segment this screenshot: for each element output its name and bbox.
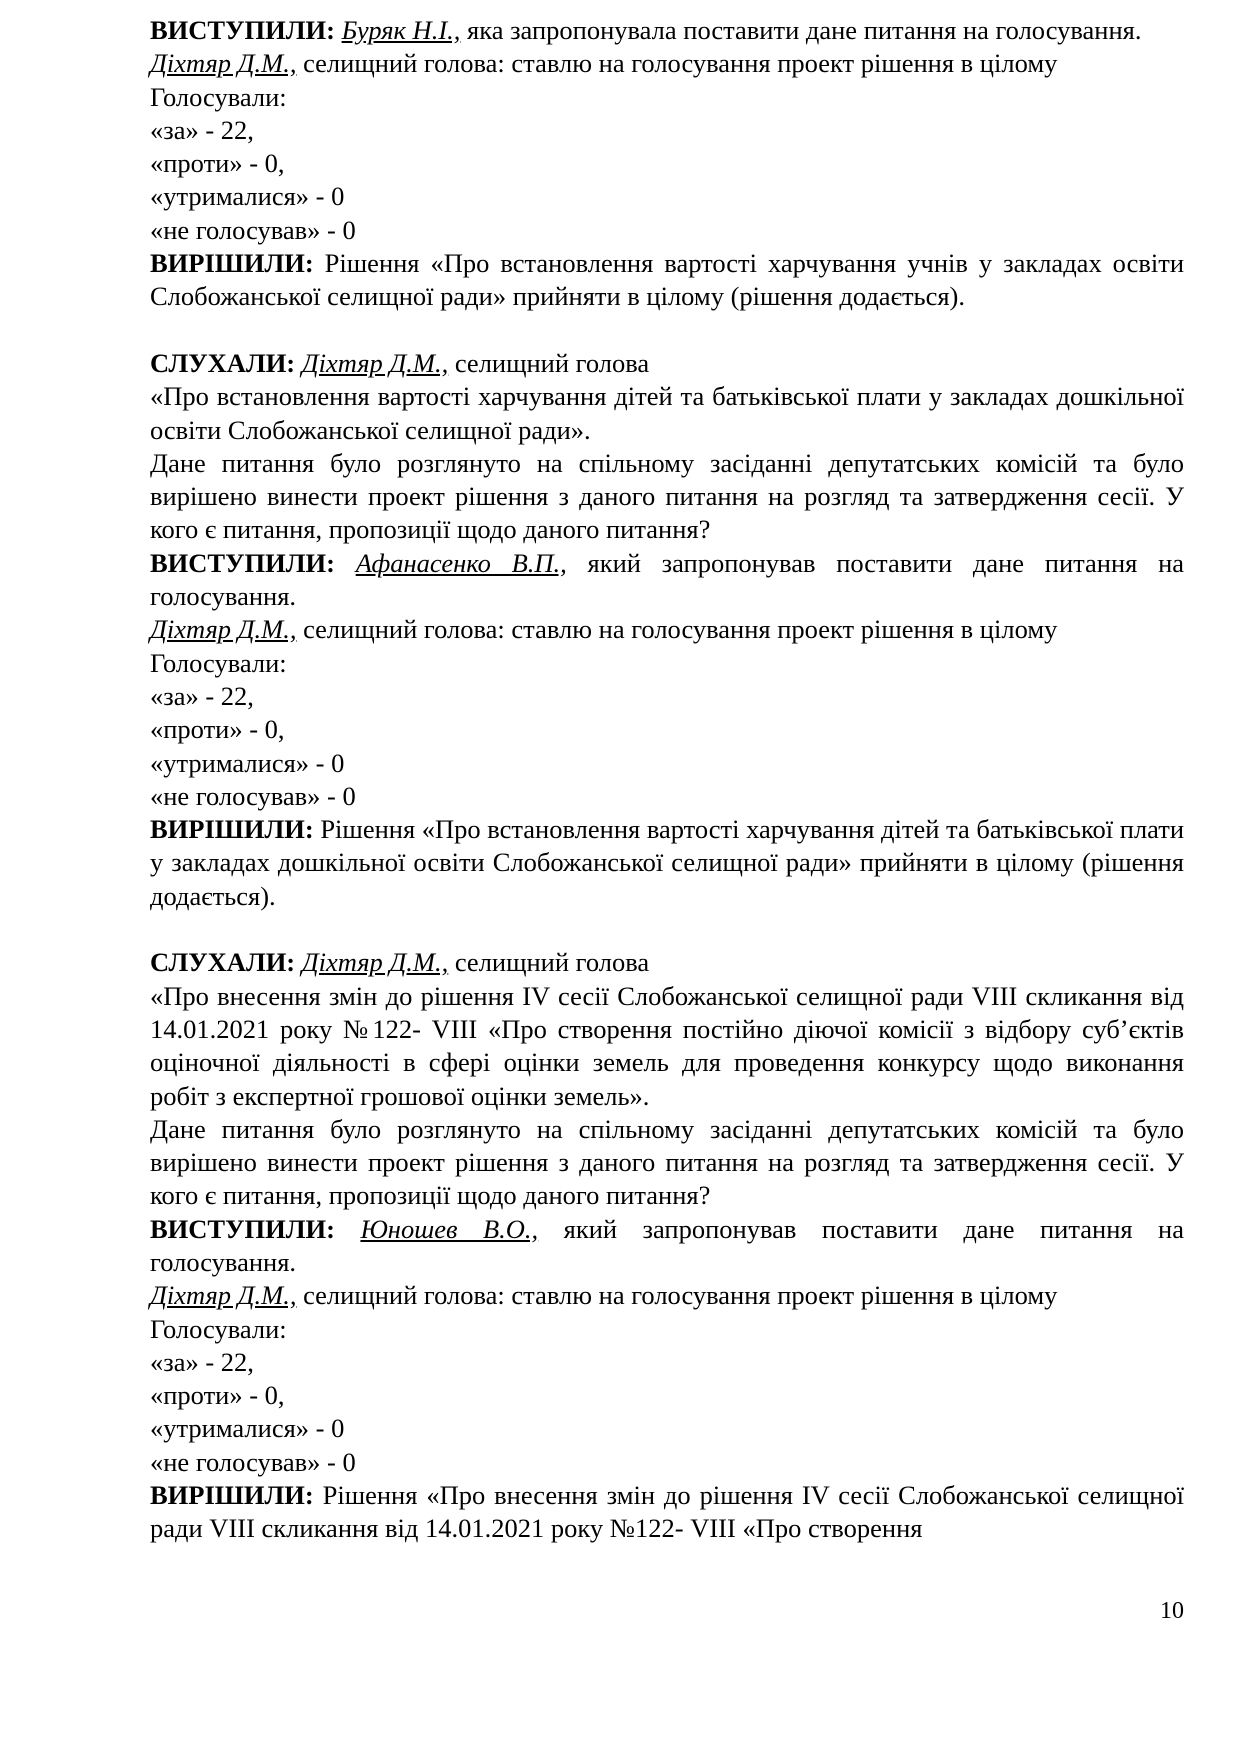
paragraph	[150, 813, 1184, 913]
speaker-name: Афанасенко В.П.,	[355, 547, 567, 578]
document-page	[150, 14, 1184, 1546]
paragraph	[150, 214, 1184, 247]
text-run	[335, 15, 342, 45]
text-run: селищний голова	[448, 947, 650, 978]
speaker-name: Діхтяр Д.М.,	[301, 347, 449, 378]
text-run: селищний голова: ставлю на голосування проект рішення в цілому	[296, 48, 1058, 79]
text-run: Рішення «Про встановлення вартості харчування дітей та батьківської плати у закладах дошкільної освіти Слобожанської селищної ради» прийняти в цілому (рішення додається).	[150, 814, 1185, 911]
text-run: Дане питання було розглянуто на спільному засіданні депутатських комісій та було вирішено винести проект рішення з даного питання на розгляд та затвердження сесії. У кого є питання, пропозиції щодо даного питання?	[150, 1113, 1184, 1211]
paragraph	[150, 1279, 1184, 1312]
text-run: «за» - 22,	[150, 680, 254, 711]
paragraph	[150, 713, 1184, 746]
paragraph	[150, 747, 1184, 780]
paragraph	[150, 247, 1184, 314]
paragraph	[150, 1446, 1184, 1479]
paragraph	[150, 114, 1184, 147]
paragraph	[150, 980, 1184, 1113]
section-keyword: СЛУХАЛИ:	[150, 947, 296, 978]
text-run: Голосували:	[150, 81, 287, 112]
text-run: «за» - 22,	[150, 1346, 254, 1377]
paragraph	[150, 1113, 1184, 1213]
text-run: «утрималися» - 0	[150, 747, 345, 778]
paragraph	[150, 1346, 1184, 1379]
text-run: Голосували:	[150, 647, 287, 678]
paragraph	[150, 613, 1184, 646]
speaker-name: Діхтяр Д.М.,	[301, 947, 449, 978]
paragraph	[150, 1412, 1184, 1445]
text-run: який запропонував поставити дане питання на голосування.	[150, 1213, 1184, 1277]
paragraph	[150, 680, 1184, 713]
paragraph	[150, 780, 1184, 813]
text-run: «за» - 22,	[150, 114, 254, 145]
speaker-name: Юношев В.О.,	[360, 1213, 539, 1244]
speaker-name: Буряк Н.І.,	[341, 15, 461, 45]
paragraph	[150, 447, 1184, 547]
section-keyword: ВИСТУПИЛИ:	[150, 15, 335, 45]
text-run: селищний голова: ставлю на голосування проект рішення в цілому	[296, 614, 1058, 645]
text-run: Рішення «Про встановлення вартості харчування учнів у закладах освіти Слобожанської селищної ради» прийняти в цілому (рішення додається).	[150, 248, 1184, 312]
text-run: «Про внесення змін до рішення IV сесії Слобожанської селищної ради VIII скликання від 14.01.2021 року №122- VIII «Про створення постійно діючої комісії з відбору суб’єктів оціночної діяльності в сфері оцінки земель для проведення конкурсу щодо виконання робіт з експертної грошової оцінки земель».	[150, 980, 1184, 1111]
text-run: «утрималися» - 0	[150, 1413, 345, 1444]
paragraph	[150, 547, 1184, 614]
paragraph	[150, 147, 1184, 180]
paragraph	[150, 81, 1184, 114]
text-run	[295, 947, 302, 977]
text-run: яка запропонувала поставити дане питання на голосування.	[460, 15, 1142, 45]
text-run: «не голосував» - 0	[150, 1446, 356, 1477]
paragraph-spacer	[150, 913, 1184, 946]
text-run: «Про встановлення вартості харчування дітей та батьківської плати у закладах дошкільної освіти Слобожанської селищної ради».	[150, 381, 1184, 445]
speaker-name: Діхтяр Д.М.,	[150, 614, 297, 645]
text-run: селищний голова	[448, 347, 650, 378]
text-run: Голосували:	[150, 1313, 287, 1344]
paragraph	[150, 1379, 1184, 1412]
text-run	[295, 348, 302, 378]
text-run: Рішення «Про внесення змін до рішення IV сесії Слобожанської селищної ради VIII скликання від 14.01.2021 року №122- VIII «Про створення	[150, 1480, 1184, 1544]
section-keyword: ВИРІШИЛИ:	[150, 248, 314, 279]
text-run: «проти» - 0,	[150, 148, 285, 179]
section-keyword: СЛУХАЛИ:	[150, 347, 296, 378]
text-run: «проти» - 0,	[150, 714, 285, 745]
section-keyword: ВИРІШИЛИ:	[150, 814, 314, 845]
text-run: «не голосував» - 0	[150, 780, 356, 811]
text-run: «утрималися» - 0	[150, 181, 345, 212]
paragraph	[150, 14, 1184, 47]
paragraph	[150, 47, 1184, 80]
paragraph	[150, 380, 1184, 447]
text-run	[335, 1214, 360, 1244]
section-keyword: ВИРІШИЛИ:	[150, 1480, 314, 1511]
text-run: який запропонував поставити дане питання на голосування.	[150, 547, 1185, 612]
paragraph	[150, 347, 1184, 380]
text-run: селищний голова: ставлю на голосування проект рішення в цілому	[296, 1280, 1058, 1311]
paragraph	[150, 180, 1184, 213]
speaker-name: Діхтяр Д.М.,	[150, 48, 297, 79]
paragraph	[150, 1213, 1184, 1280]
page-number: 10	[1160, 1598, 1184, 1624]
section-keyword: ВИСТУПИЛИ:	[150, 1213, 335, 1244]
paragraph	[150, 1313, 1184, 1346]
paragraph	[150, 647, 1184, 680]
text-run	[335, 548, 356, 578]
paragraph	[150, 1479, 1184, 1546]
text-run: Дане питання було розглянуто на спільному засіданні депутатських комісій та було вирішено винести проект рішення з даного питання на розгляд та затвердження сесії. У кого є питання, пропозиції щодо даного питання?	[150, 447, 1184, 545]
text-run: «проти» - 0,	[150, 1380, 285, 1411]
paragraph-spacer	[150, 314, 1184, 347]
speaker-name: Діхтяр Д.М.,	[150, 1280, 297, 1311]
section-keyword: ВИСТУПИЛИ:	[150, 547, 335, 578]
text-run: «не голосував» - 0	[150, 214, 356, 245]
paragraph	[150, 946, 1184, 979]
